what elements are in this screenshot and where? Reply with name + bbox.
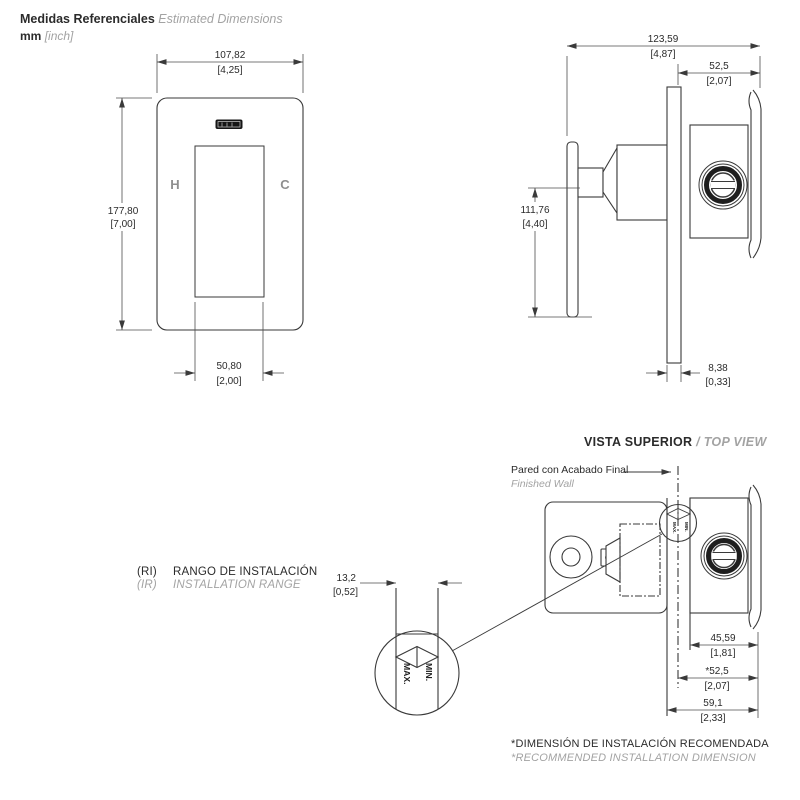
dim-top-d1-in: [1,81] [710,648,736,659]
min-label-small: MIN. [684,522,689,532]
supply-port-top [701,533,747,579]
ri-label-es: RANGO DE INSTALACIÓN [173,566,318,578]
dim-side-projection-in: [2,07] [706,76,732,87]
dim-front-width-in: [4,25] [217,65,243,76]
top-view-heading [584,435,767,449]
dim-top-d1-mm: 45,59 [710,633,736,644]
wall-flange-top [749,485,761,629]
max-label-small: MAX. [672,522,677,534]
top-view-heading-es: VISTA SUPERIOR [584,435,693,449]
dim-top-d2-in: [2,07] [704,681,730,692]
page-title-en: Estimated Dimensions [158,12,283,26]
dim-side-depth-mm: 123,59 [647,34,679,45]
finished-wall-label-es: Pared con Acabado Final [511,464,629,476]
brand-logo-badge [216,120,243,130]
side-view [516,46,761,382]
footnote [511,738,769,764]
dim-side-plate-thickness [646,365,700,382]
trim-plate-front [157,98,303,330]
finished-wall-label [511,464,628,490]
handle-cone [603,148,617,213]
units-note [20,29,73,43]
handle-stem [578,168,603,197]
dim-front-height-in: [7,00] [110,219,136,230]
wall-flange-side [749,90,761,258]
ri-label-en: INSTALLATION RANGE [173,579,301,591]
dim-side-projection-mm: 52,5 [709,61,729,72]
max-label: MAX. [402,663,412,685]
finished-wall-label-en: Finished Wall [511,478,574,490]
units-inch: [inch] [44,29,74,43]
trim-plate-side [667,87,681,363]
dim-side-handle-in: [4,40] [522,219,548,230]
page-title [20,12,283,26]
footnote-en: *RECOMMENDED INSTALLATION DIMENSION [511,752,756,764]
dim-side-depth-in: [4,87] [650,49,676,60]
dim-front-width-mm: 107,82 [214,50,246,61]
front-view [104,54,303,381]
installation-range-note [137,566,317,591]
units-mm: mm [20,29,42,43]
range-detail-large [375,588,459,715]
stem-cone-top [606,538,620,582]
dim-side-handle-mm: 111,76 [520,205,550,216]
dim-top-d3-mm: 59,1 [703,698,723,709]
dim-top-range-in: [0,52] [332,587,358,598]
dim-side-plate-in: [0,33] [705,377,731,388]
page-title-es: Medidas Referenciales [20,12,155,26]
top-view-heading-en: / TOP VIEW [696,435,767,449]
dim-front-opening-in: [2,00] [216,376,242,387]
supply-port-side [699,161,747,209]
hot-label: H [170,177,180,192]
cold-label: C [280,177,290,192]
dim-front-opening-mm: 50,80 [216,361,242,372]
dim-top-d2-mm: *52,5 [705,666,729,677]
top-view [360,466,761,718]
footnote-es: *DIMENSIÓN DE INSTALACIÓN RECOMENDADA [511,738,769,750]
ri-code-es: (RI) [137,566,157,578]
escutcheon-sleeve [617,145,667,220]
lever-handle-side [567,142,578,317]
ri-code-en: (IR) [137,579,157,591]
dim-top-range-mm: 13,2 [336,573,356,584]
dim-front-height-mm: 177,80 [107,206,139,217]
dim-side-plate-mm: 8,38 [708,363,728,374]
dim-top-d3-in: [2,33] [700,713,726,724]
min-label: MIN. [424,663,434,682]
